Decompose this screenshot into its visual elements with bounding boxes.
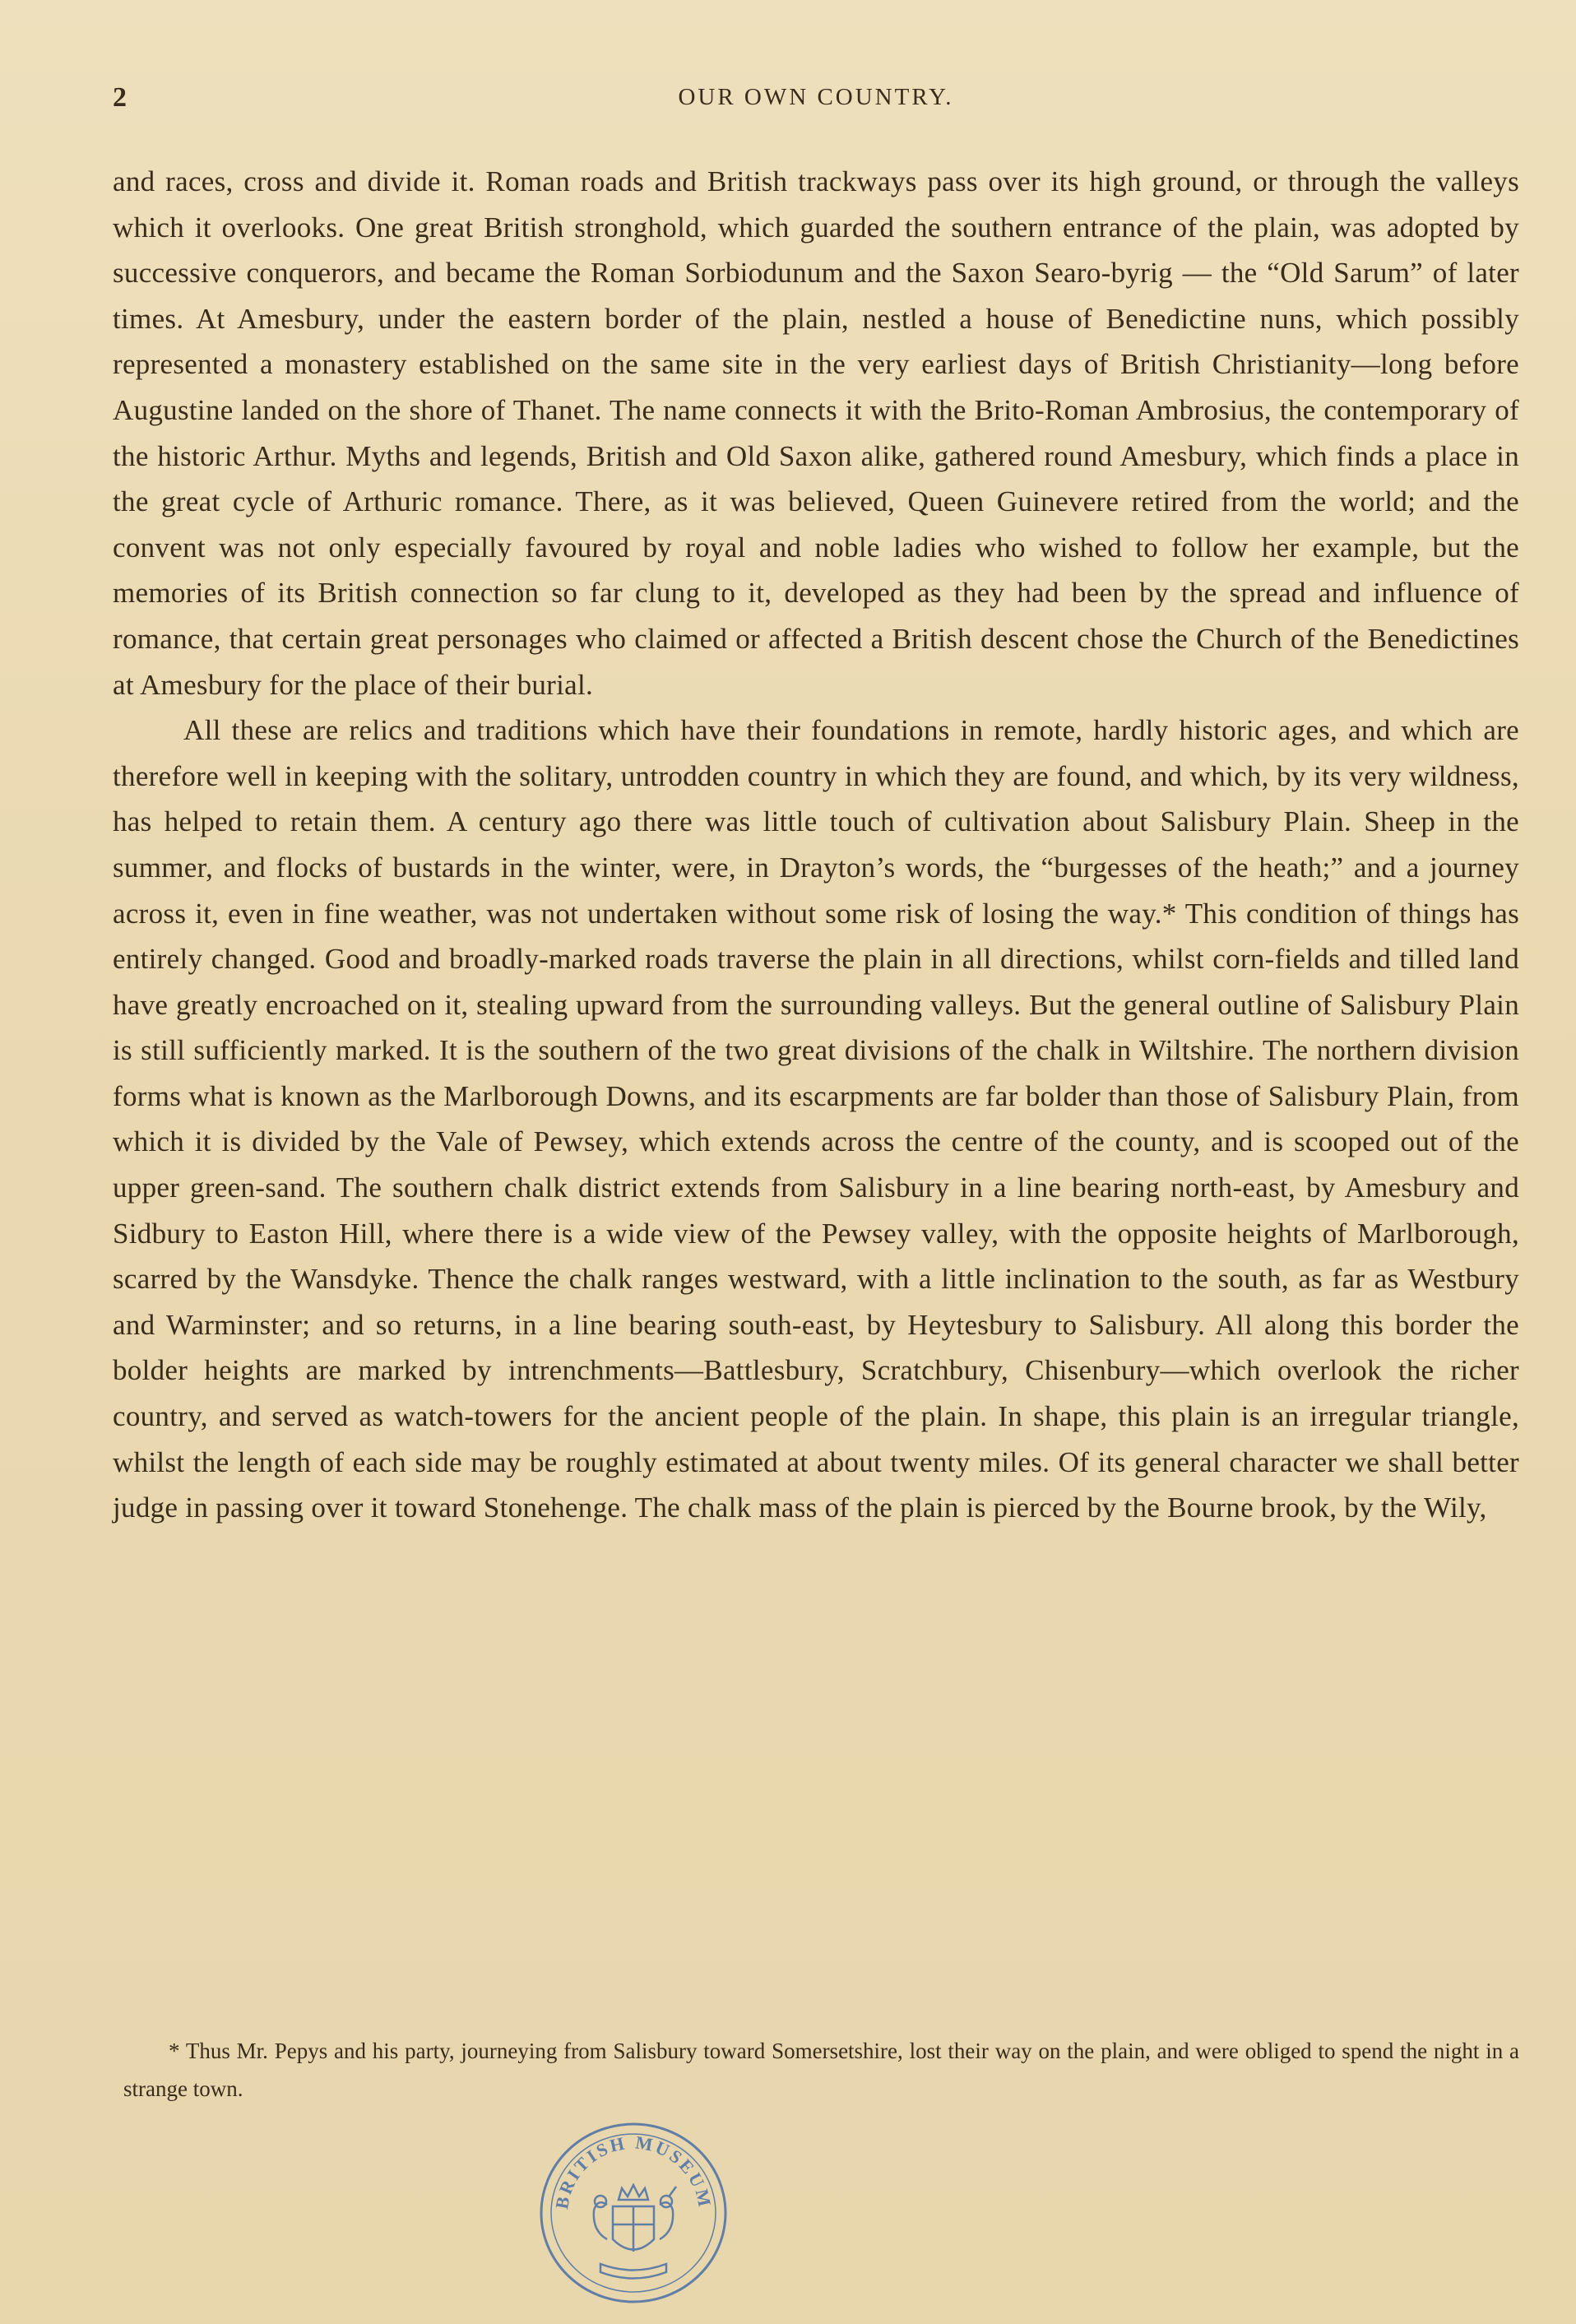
paragraph-1: and races, cross and divide it. Roman roads and British trackways pass over its high ground, or through the valleys which it overlooks. One great British stronghold, which guarded the southern entrance of the plain, was adopted by successive conquerors, and became the Roman Sorbiodunum and the Saxon Searo-byrig — the “Old Sarum” of later times. At Amesbury, under the eastern border of the plain, nestled a house of Benedictine nuns, which possibly represented a monastery established on the same site in the very earliest days of British Christianity—long before Augustine landed on the shore of Thanet. The name connects it with the Brito-Roman Ambrosius, the contemporary of the historic Arthur. Myths and legends, British and Old Saxon alike, gathered round Amesbury, which finds a place in the great cycle of Arthuric romance. There, as it was believed, Queen Guinevere retired from the world; and the convent was not only especially favoured by royal and noble ladies who wished to follow her example, but the memories of its British connection so far clung to it, developed as they had been by the spread and influence of romance, that certain great personages who claimed or affected a British descent chose the Church of the Benedictines at Amesbury for the place of their burial.	[113, 165, 1519, 701]
running-title: OUR OWN COUNTRY.	[678, 84, 954, 110]
page-header	[113, 82, 1519, 123]
british-museum-stamp	[535, 2116, 732, 2309]
page-number: 2	[113, 82, 128, 113]
paragraph-2: All these are relics and traditions which have their foundations in remote, hardly historic ages, and which are therefore well in keeping with the solitary, untrodden country in which they are found, and which, by its very wildness, has helped to retain them. A century ago there was little touch of cultivation about Salisbury Plain. Sheep in the summer, and flocks of bustards in the winter, were, in Drayton’s words, the “burgesses of the heath;” and a journey across it, even in fine weather, was not undertaken without some risk of losing the way.* This condition of things has entirely changed. Good and broadly-marked roads traverse the plain in all directions, whilst corn-fields and tilled land have greatly encroached on it, stealing upward from the surrounding valleys. But the general outline of Salisbury Plain is still sufficiently marked. It is the southern of the two great divisions of the chalk in Wiltshire. The northern division forms what is known as the Marlborough Downs, and its escarpments are far bolder than those of Salisbury Plain, from which it is divided by the Vale of Pewsey, which extends across the centre of the county, and is scooped out of the upper green-sand. The southern chalk district extends from Salisbury in a line bearing north-east, by Amesbury and Sidbury to Easton Hill, where there is a wide view of the Pewsey valley, with the opposite heights of Marlborough, scarred by the Wansdyke. Thence the chalk ranges westward, with a little inclination to the south, as far as Westbury and Warminster; and so returns, in a line bearing south-east, by Heytesbury to Salisbury. All along this border the bolder heights are marked by intrenchments—Battlesbury, Scratchbury, Chisenbury—which overlook the richer country, and served as watch-towers for the ancient people of the plain. In shape, this plain is an irregular triangle, whilst the length of each side may be roughly estimated at about twenty miles. Of its general character we shall better judge in passing over it toward Stonehenge. The chalk mass of the plain is pierced by the Bourne brook, by the Wily,	[113, 714, 1519, 1524]
footnote: * Thus Mr. Pepys and his party, journeying from Salisbury toward Somersetshire, lost their way on the plain, and were obliged to spend the night in a strange town.	[123, 2039, 1519, 2101]
body-text	[113, 159, 1519, 1531]
stamp-text: BRITISH MUSEUM	[551, 2131, 716, 2211]
